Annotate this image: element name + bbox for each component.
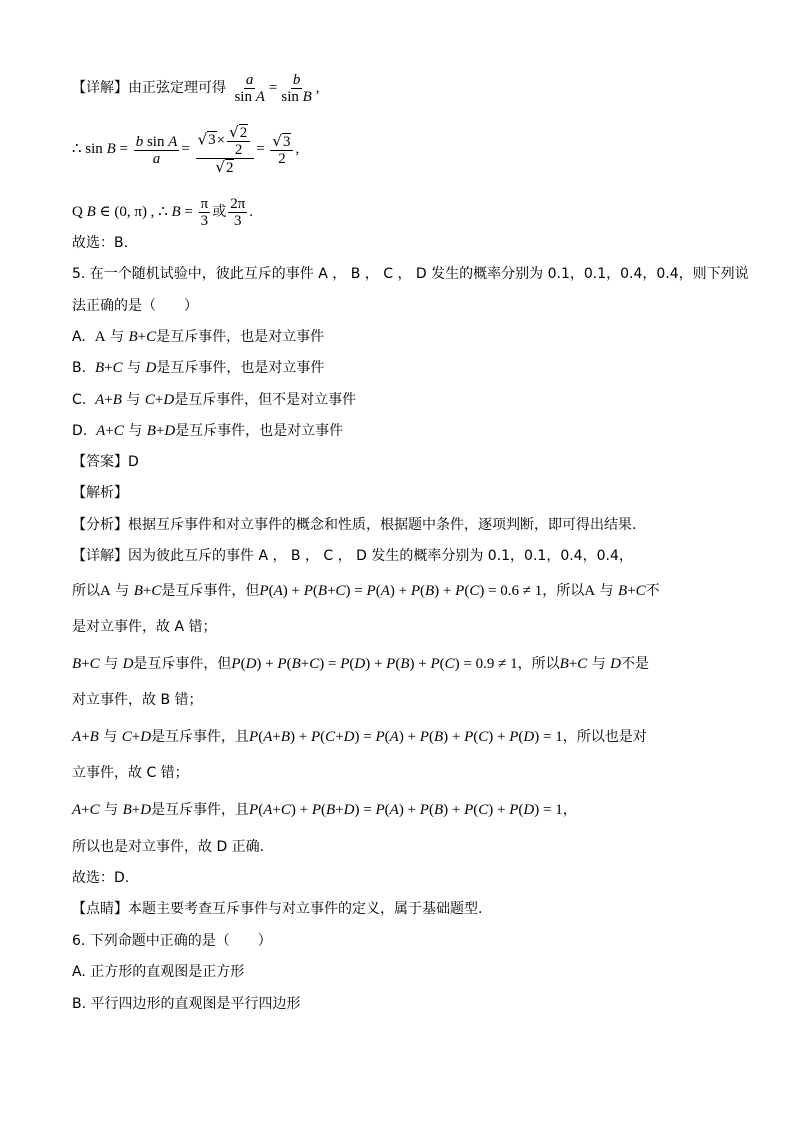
q5-analysis: 【分析】根据互斥事件和对立事件的概念和性质，根据题中条件，逐项判断，即可得出结果.	[72, 517, 637, 533]
q6-stem: 6. 下列命题中正确的是（ ）	[72, 933, 272, 949]
q5-option-b: B. B+C 与 D是互斥事件，也是对立事件	[72, 360, 325, 376]
q5-detail-b-line2: 对立事件，故 B 错；	[72, 692, 203, 708]
q5-detail-c-line1: A+B 与 C+D是互斥事件，且P(A+B) + P(C+D) = P(A) + P(B) + P(C) + P(D) = 1，所以也是对	[72, 729, 647, 745]
q5-detail-a-line1: 所以A 与 B+C是互斥事件，但P(A) + P(B+C) = P(A) + P(B) + P(C) = 0.6 ≠ 1，所以A 与 B+C不	[72, 583, 660, 599]
q5-detail-d-line2: 所以也是对立事件，故 D 正确.	[72, 839, 265, 855]
sinb-formula: ∴ sin B = $\frac{\text{b sin A}}{a}$ = √3× $\frac{√2}{2}$ √2 = $\frac{√3}{2}$ ,	[72, 123, 300, 176]
detail-tag: 【详解】	[72, 79, 128, 96]
q5-detail-b-line1: B+C 与 D是互斥事件，但P(D) + P(B+C) = P(D) + P(B) + P(C) = 0.9 ≠ 1，所以B+C 与 D不是	[72, 656, 650, 672]
q4-range-line: Q B ∈ (0, π) , ∴ B = $\frac{\pi}{3}$ 或 $\frac{2\pi}{3}$ .	[72, 196, 254, 229]
q5-detail: 【详解】因为彼此互斥的事件 A ， B ， C ， D 发生的概率分别为 0.1，0.1，0.4，0.4，	[72, 548, 633, 564]
q6-option-a: A. 正方形的直观图是正方形	[72, 964, 245, 980]
q5-choose: 故选：D.	[72, 870, 130, 886]
q5-option-c: C. A+B 与 C+D是互斥事件，但不是对立事件	[72, 392, 357, 408]
q5-comment: 【点睛】本题主要考查互斥事件与对立事件的定义，属于基础题型.	[72, 901, 483, 917]
q5-analysis-tag: 【解析】	[72, 485, 128, 501]
q5-detail-c-line2: 立事件，故 C 错；	[72, 765, 189, 781]
q5-detail-a-line2: 是对立事件，故 A 错；	[72, 619, 217, 635]
q4-sinb-line	[72, 124, 299, 176]
angle-range-formula: Q B ∈ (0, π) , ∴ B = $\frac{\pi}{3}$	[72, 196, 209, 229]
q4-detail-line	[72, 72, 320, 105]
q5-option-a: A. A 与 B+C是互斥事件，也是对立事件	[72, 329, 325, 345]
q5-stem-line2: 法正确的是（ ）	[72, 298, 198, 314]
q5-answer: 【答案】D	[72, 454, 139, 470]
sine-rule-formula: $\frac{a}{\text{sin A}}$ = $\frac{b}{\text{sin B}}$ ,	[234, 72, 320, 105]
q4-choose: 故选：B.	[72, 235, 129, 251]
q5-option-d: D. A+C 与 B+D是互斥事件，也是对立事件	[72, 423, 344, 439]
q5-stem-line1: 5. 在一个随机试验中，彼此互斥的事件 A ， B ， C ， D 发生的概率分别为 0.1，0.1，0.4，0.4，则下列说	[72, 266, 749, 282]
q4-detail-text: 由正弦定理可得	[128, 79, 226, 96]
q5-detail-d-line1: A+C 与 B+D是互斥事件，且P(A+C) + P(B+D) = P(A) + P(B) + P(C) + P(D) = 1，	[72, 802, 577, 818]
q6-option-b: B. 平行四边形的直观图是平行四边形	[72, 996, 301, 1012]
